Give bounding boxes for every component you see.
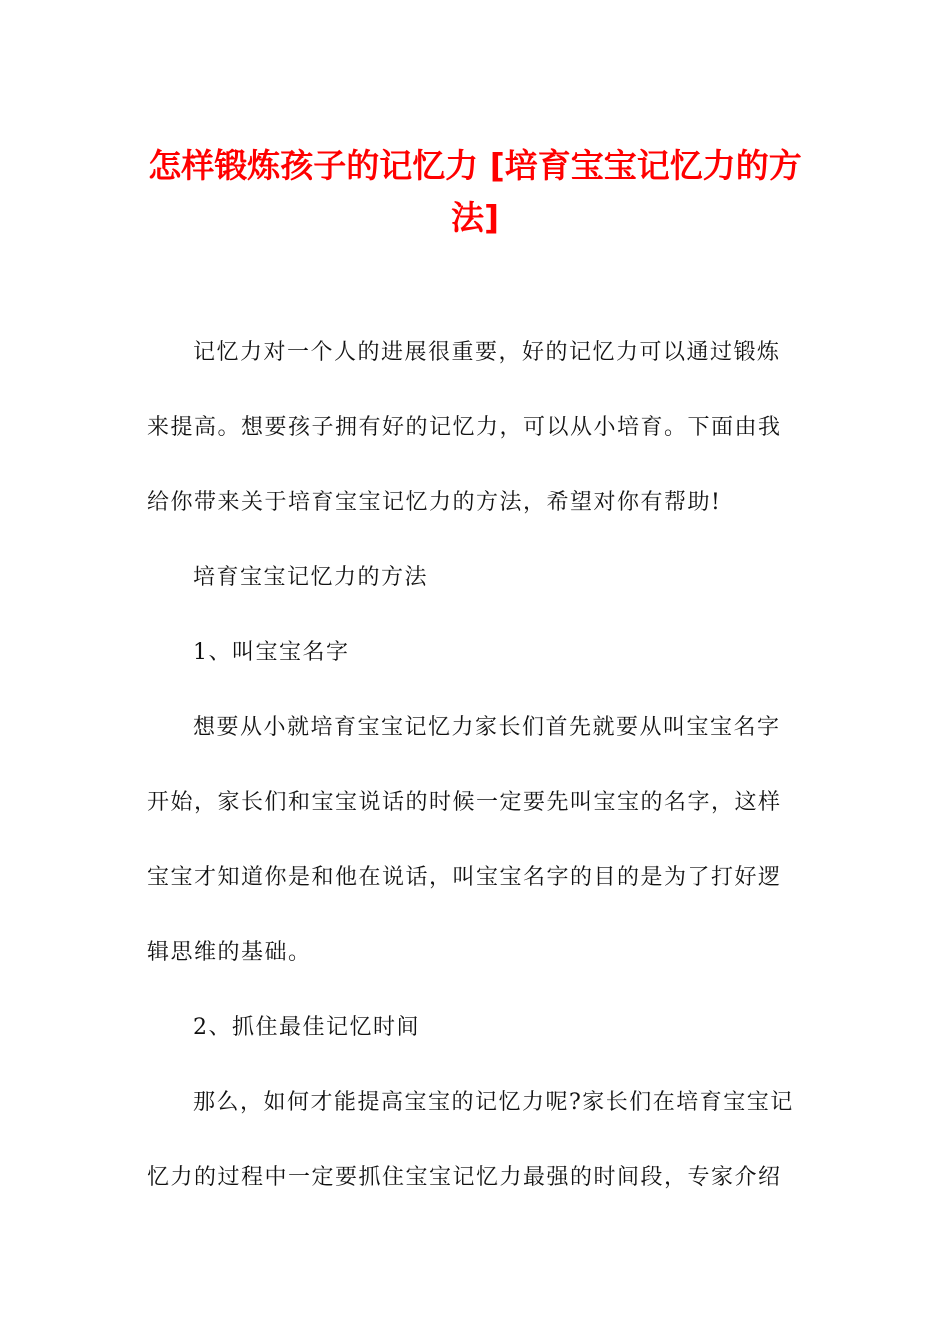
paragraph-line: 辑思维的基础。 [147, 940, 312, 965]
paragraph-line: 宝宝才知道你是和他在说话，叫宝宝名字的目的是为了打好逻 [147, 865, 782, 890]
paragraph-line: 开始，家长们和宝宝说话的时候一定要先叫宝宝的名字，这样 [147, 790, 782, 815]
paragraph-line: 给你带来关于培育宝宝记忆力的方法，希望对你有帮助! [147, 490, 722, 515]
title-line-1: 怎样锻炼孩子的记忆力 [培育宝宝记忆力的方 [148, 146, 802, 185]
subheading-1: 1、叫宝宝名字 [193, 640, 350, 665]
paragraph-line: 忆力的过程中一定要抓住宝宝记忆力最强的时间段，专家介绍 [147, 1165, 782, 1190]
paragraph-line: 记忆力对一个人的进展很重要，好的记忆力可以通过锻炼 [193, 340, 781, 365]
subheading-2: 2、抓住最佳记忆时间 [193, 1015, 420, 1040]
title-line-2: 法] [450, 198, 500, 237]
paragraph-line: 那么，如何才能提高宝宝的记忆力呢?家长们在培育宝宝记 [193, 1090, 794, 1115]
paragraph-line: 想要从小就培育宝宝记忆力家长们首先就要从叫宝宝名字 [193, 715, 781, 740]
section-heading: 培育宝宝记忆力的方法 [193, 565, 429, 590]
paragraph-line: 来提高。想要孩子拥有好的记忆力，可以从小培育。下面由我 [147, 415, 782, 440]
document-title [100, 140, 850, 244]
